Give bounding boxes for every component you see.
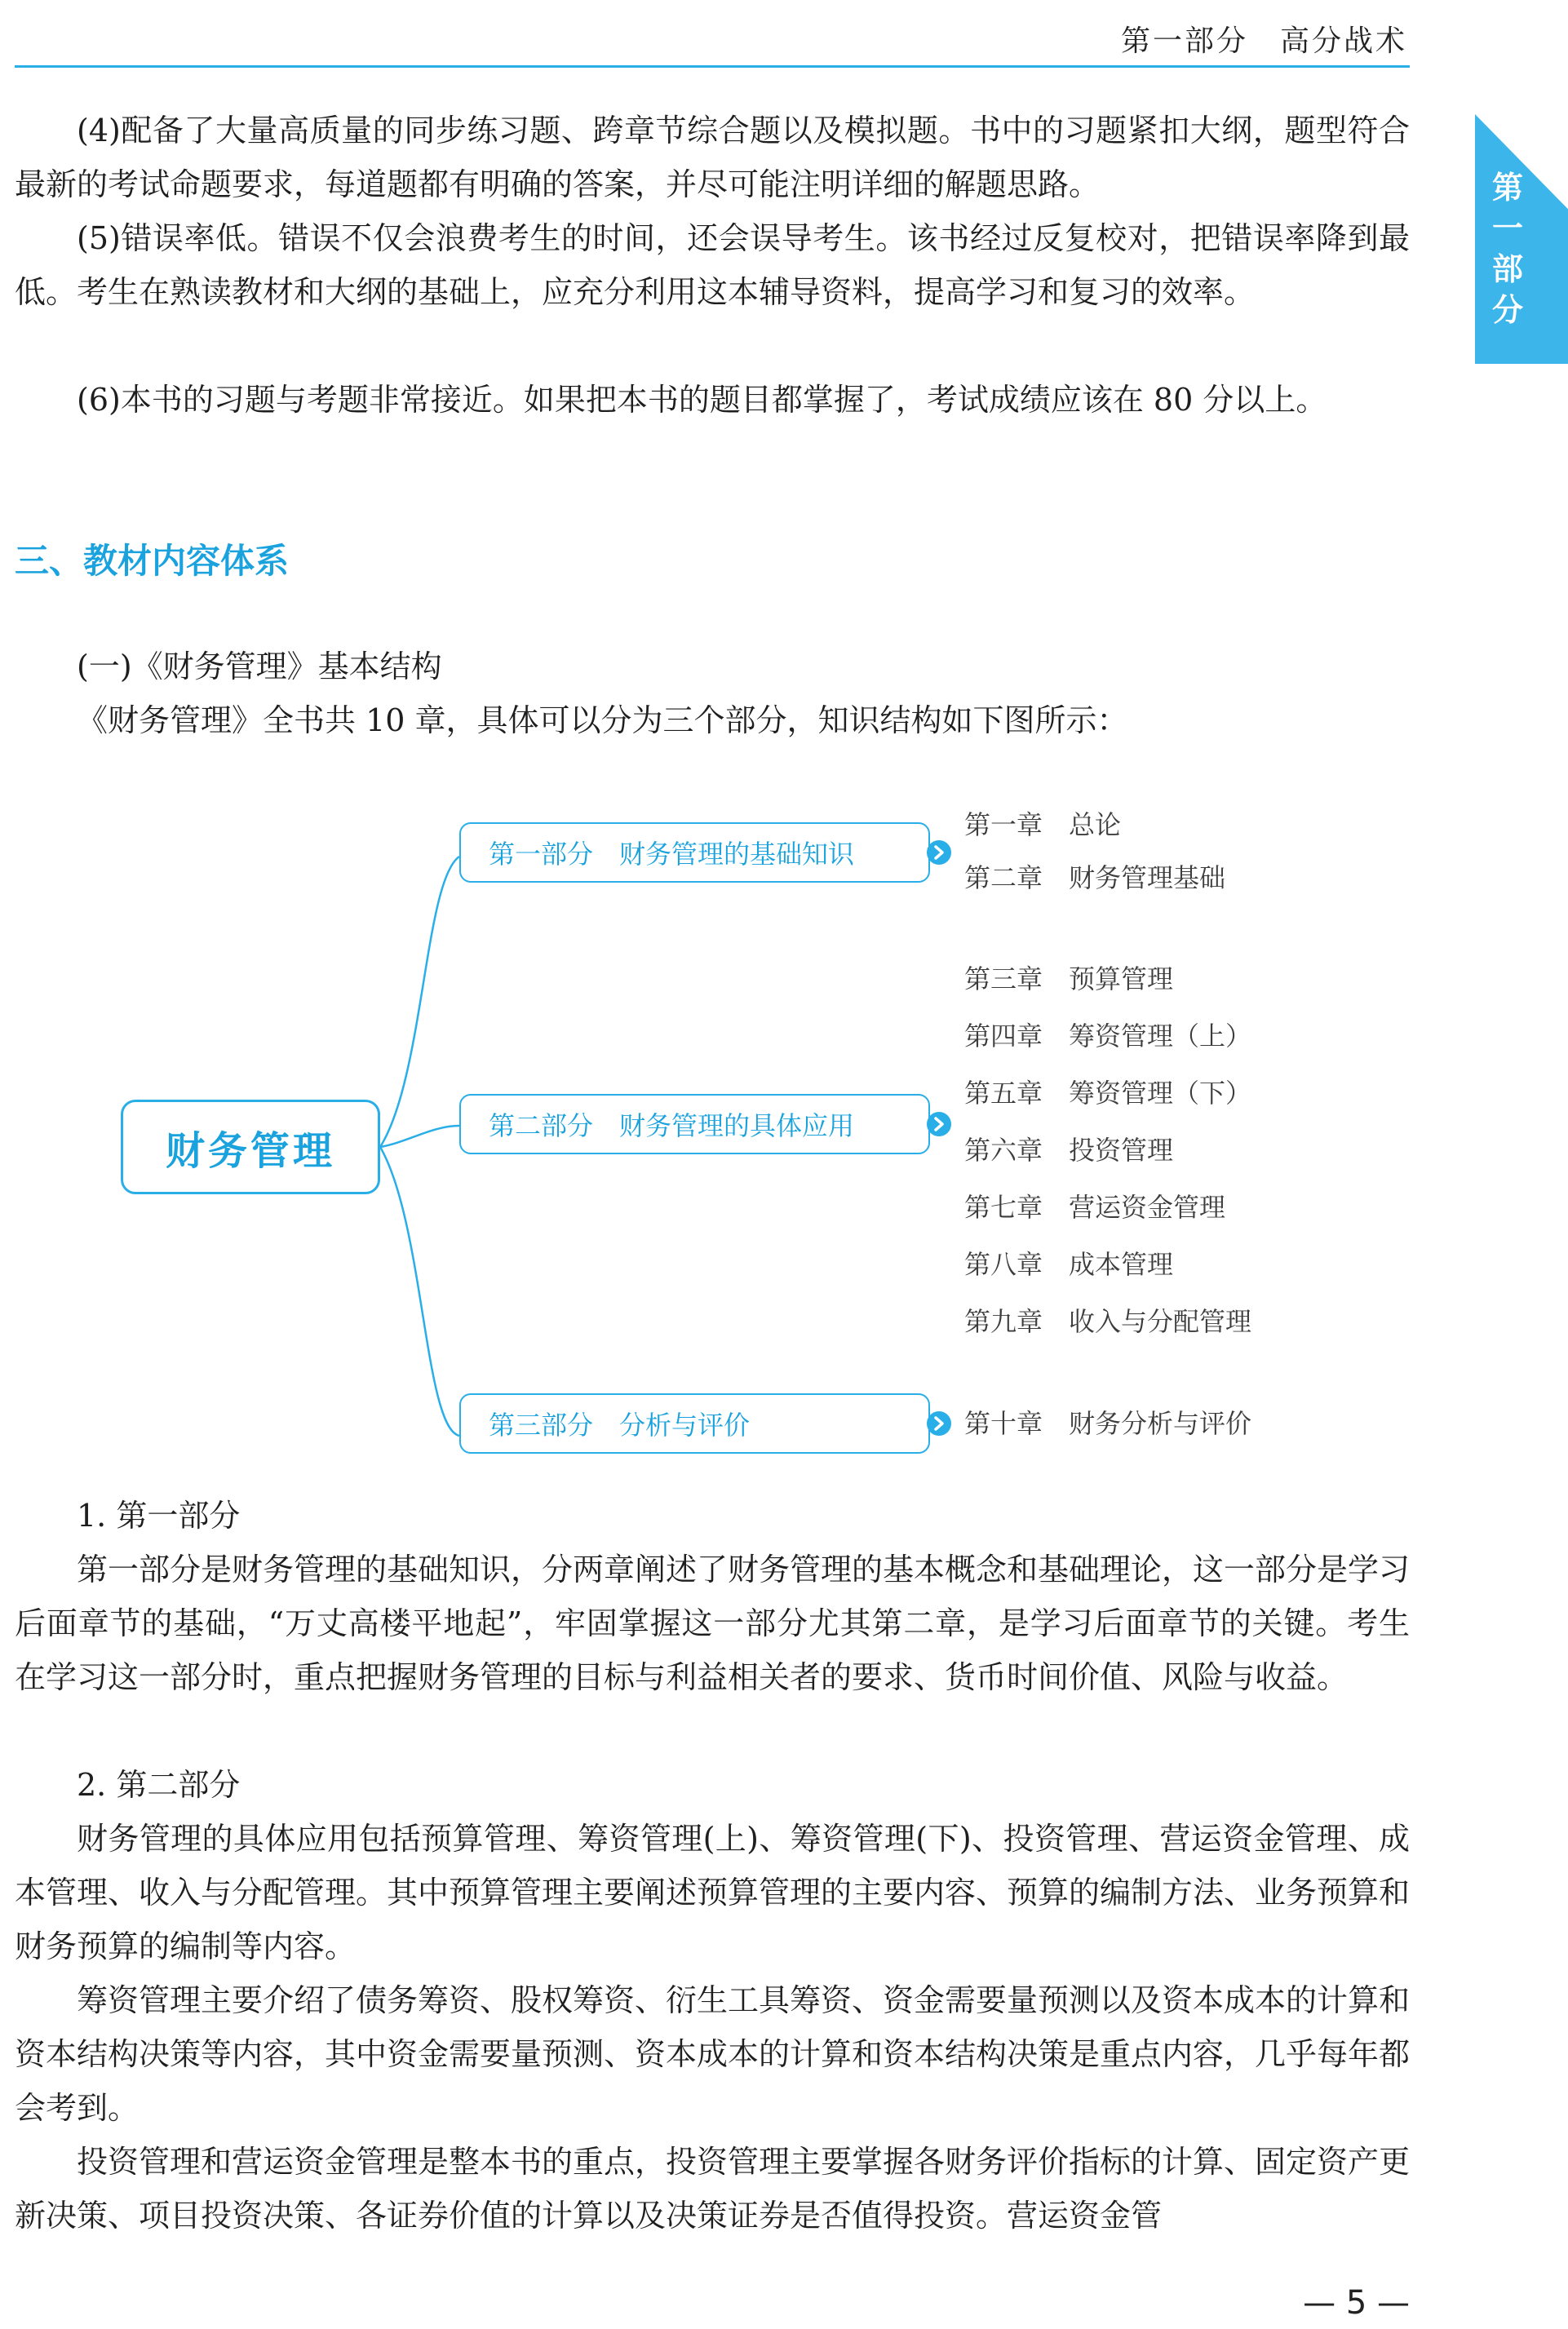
subsection-heading-1: 1. 第一部分 (77, 1498, 241, 1534)
structure-diagram (0, 783, 1568, 1501)
chapter-label: 第四章 筹资管理（上） (964, 1021, 1252, 1052)
chapter-label: 第十章 财务分析与评价 (964, 1408, 1252, 1439)
arrow-icon (926, 1111, 952, 1137)
chapter-label: 第三章 预算管理 (964, 963, 1174, 994)
paragraph-item-5: (5)错误率低。错误不仅会浪费考生的时间，还会误导考生。该书经过反复校对，把错误率降到最低。考生在熟读教材和大纲的基础上，应充分利用这本辅导资料，提高学习和复习的效率。 (15, 220, 1410, 310)
chapter-label: 第二章 财务管理基础 (964, 862, 1226, 893)
paragraph-item-6: (6)本书的习题与考题非常接近。如果把本书的题目都掌握了，考试成绩应该在 80 分以上。 (77, 382, 1327, 418)
part-box-2: 第二部分 财务管理的具体应用 (459, 1094, 930, 1154)
arrow-icon (926, 1410, 952, 1437)
body-paragraph: 投资管理和营运资金管理是整本书的重点，投资管理主要掌握各财务评价指标的计算、固定资产更新决策、项目投资决策、各证券价值的计算以及决策证券是否值得投资。营运资金管 (15, 2144, 1411, 2234)
subsection-heading-2: 2. 第二部分 (77, 1767, 241, 1803)
chapter-label: 第八章 成本管理 (964, 1249, 1174, 1280)
chapter-label: 第六章 投资管理 (964, 1135, 1174, 1166)
side-tab-char: 一 (1491, 210, 1523, 246)
diagram-root-box: 财务管理 (121, 1100, 380, 1194)
side-tab-char: 部 (1491, 251, 1523, 287)
body-paragraph: 财务管理的具体应用包括预算管理、筹资管理(上)、筹资管理(下)、投资管理、营运资金管理、成本管理、收入与分配管理。其中预算管理主要阐述预算管理的主要内容、预算的编制方法、业务预算和财务预算的编制等内容。 (15, 1821, 1411, 1964)
chapter-label: 第七章 营运资金管理 (964, 1192, 1226, 1223)
side-tab-char: 分 (1491, 292, 1523, 328)
section-subheading: (一)《财务管理》基本结构 (77, 649, 442, 684)
page-header-title: 第一部分 高分战术 (1120, 24, 1407, 58)
body-paragraph: 筹资管理主要介绍了债务筹资、股权筹资、衍生工具筹资、资金需要量预测以及资本成本的计算和资本结构决策等内容，其中资金需要量预测、资本成本的计算和资本结构决策是重点内容，几乎每年都会考到。 (15, 1982, 1411, 2126)
chapter-label: 第五章 筹资管理（下） (964, 1078, 1252, 1109)
side-tab-label (1475, 167, 1540, 330)
part-box-3: 第三部分 分析与评价 (459, 1393, 930, 1454)
body-paragraph: 第一部分是财务管理的基础知识，分两章阐述了财务管理的基本概念和基础理论，这一部分是学习后面章节的基础，“万丈高楼平地起”，牢固掌握这一部分尤其第二章，是学习后面章节的关键。考生在学习这一部分时，重点把握财务管理的目标与利益相关者的要求、货币时间价值、风险与收益。 (15, 1552, 1411, 1695)
connector-part1 (380, 857, 459, 1147)
arrow-icon (926, 839, 952, 866)
connector-part3 (380, 1147, 459, 1436)
page-number: — 5 — (1303, 2284, 1410, 2322)
connector-part2 (380, 1126, 459, 1147)
section-intro: 《财务管理》全书共 10 章，具体可以分为三个部分，知识结构如下图所示： (77, 702, 1128, 738)
header-rule (15, 65, 1410, 68)
chapter-label: 第一章 总论 (964, 809, 1122, 840)
chapter-label: 第九章 收入与分配管理 (964, 1306, 1252, 1337)
section-heading: 三、教材内容体系 (15, 541, 290, 581)
part-box-1: 第一部分 财务管理的基础知识 (459, 822, 930, 883)
side-tab-char: 第 (1491, 170, 1523, 206)
paragraph-item-4: (4)配备了大量高质量的同步练习题、跨章节综合题以及模拟题。书中的习题紧扣大纲，题型符合最新的考试命题要求，每道题都有明确的答案，并尽可能注明详细的解题思路。 (15, 113, 1410, 202)
